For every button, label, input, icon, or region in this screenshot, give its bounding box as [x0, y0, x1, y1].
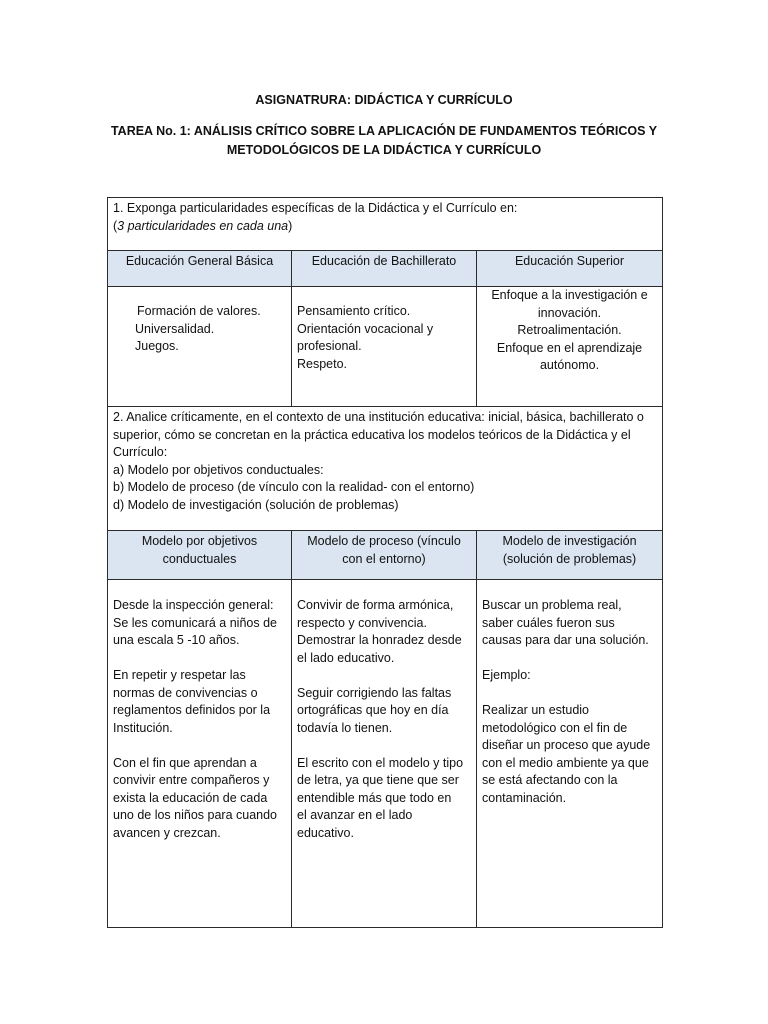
- question-1-text: 1. Exponga particularidades específicas de la Didáctica y el Currículo en:: [113, 201, 518, 215]
- question-2-line: b) Modelo de proceso (de vínculo con la realidad- con el entorno): [113, 480, 475, 494]
- question-2-line: superior, cómo se concretan en la práctica educativa los modelos teóricos de la Didáctica y el: [113, 427, 631, 442]
- task-title: [0, 122, 768, 160]
- assignment-table: [107, 197, 663, 928]
- header-modelo-investigacion: Modelo de investigación (solución de problemas): [477, 531, 663, 580]
- paragraph: Seguir corrigiendo las faltas ortográficas que hoy en día todavía lo tienen.: [297, 685, 452, 735]
- header-educacion-superior: Educación Superior: [477, 251, 663, 287]
- header-modelo-proceso: Modelo de proceso (vínculo con el entorno): [292, 531, 477, 580]
- list-item: Enfoque a la investigación e: [491, 288, 648, 302]
- list-item: Juegos.: [135, 339, 179, 353]
- paragraph: En repetir y respetar las normas de convivencias o reglamentos definidos por la Institución.: [113, 668, 271, 735]
- question-1-note: (3 particularidades en cada una): [113, 218, 293, 233]
- task-title-line-2: METODOLÓGICOS DE LA DIDÁCTICA Y CURRÍCULO: [226, 143, 542, 157]
- question-2: [108, 407, 663, 531]
- subject-title: ASIGNATRURA: DIDÁCTICA Y CURRÍCULO: [255, 93, 513, 107]
- cell-basica: [108, 287, 292, 407]
- list-item: Universalidad.: [135, 321, 215, 336]
- list-item: Pensamiento crítico.: [297, 304, 411, 318]
- list-item: innovación.: [537, 305, 602, 320]
- question-2-line: 2. Analice críticamente, en el contexto de una institución educativa: inicial, básica, bachillerato o: [113, 410, 644, 424]
- paragraph: Desde la inspección general: Se les comunicará a niños de una escala 5 -10 años.: [113, 598, 277, 647]
- list-item: Formación de valores.: [137, 304, 261, 318]
- cell-bachillerato: [292, 287, 477, 407]
- paragraph: Convivir de forma armónica, respecto y convivencia. Demostrar la honradez desde el lado educativo.: [297, 598, 462, 665]
- list-item: Retroalimentación.: [517, 323, 622, 337]
- header-educacion-bachillerato: Educación de Bachillerato: [292, 251, 477, 287]
- list-item: profesional.: [297, 339, 362, 353]
- paragraph: Realizar un estudio metodológico con el fin de diseñar un proceso que ayude con el medio ambiente ya que se está afectando con la contaminación.: [482, 703, 651, 805]
- list-item: Respeto.: [297, 356, 348, 371]
- question-2-line: d) Modelo de investigación (solución de problemas): [113, 497, 399, 512]
- list-item: Orientación vocacional y: [297, 321, 434, 336]
- question-2-line: Currículo:: [113, 445, 168, 459]
- header-educacion-general-basica: Educación General Básica: [108, 251, 292, 287]
- cell-modelo-objetivos: [108, 580, 292, 928]
- cell-modelo-proceso: [292, 580, 477, 928]
- list-item: Enfoque en el aprendizaje: [496, 340, 643, 355]
- paragraph: El escrito con el modelo y tipo de letra, ya que tiene que ser entendible más que todo en el avanzar en el lado educativo.: [297, 755, 464, 840]
- paragraph: Buscar un problema real, saber cuáles fueron sus causas para dar una solución.: [482, 598, 649, 647]
- question-2-line: a) Modelo por objetivos conductuales:: [113, 462, 324, 477]
- question-1: [108, 198, 663, 251]
- paragraph: Con el fin que aprendan a convivir entre compañeros y exista la educación de cada uno de los niños para cuando avancen y crezcan.: [113, 755, 278, 840]
- task-title-line-1: TAREA No. 1: ANÁLISIS CRÍTICO SOBRE LA APLICACIÓN DE FUNDAMENTOS TEÓRICOS Y: [110, 124, 658, 138]
- paragraph: Ejemplo:: [482, 668, 531, 682]
- cell-modelo-investigacion: [477, 580, 663, 928]
- list-item: autónomo.: [539, 358, 600, 372]
- cell-superior: [477, 287, 663, 407]
- header-modelo-objetivos: Modelo por objetivos conductuales: [108, 531, 292, 580]
